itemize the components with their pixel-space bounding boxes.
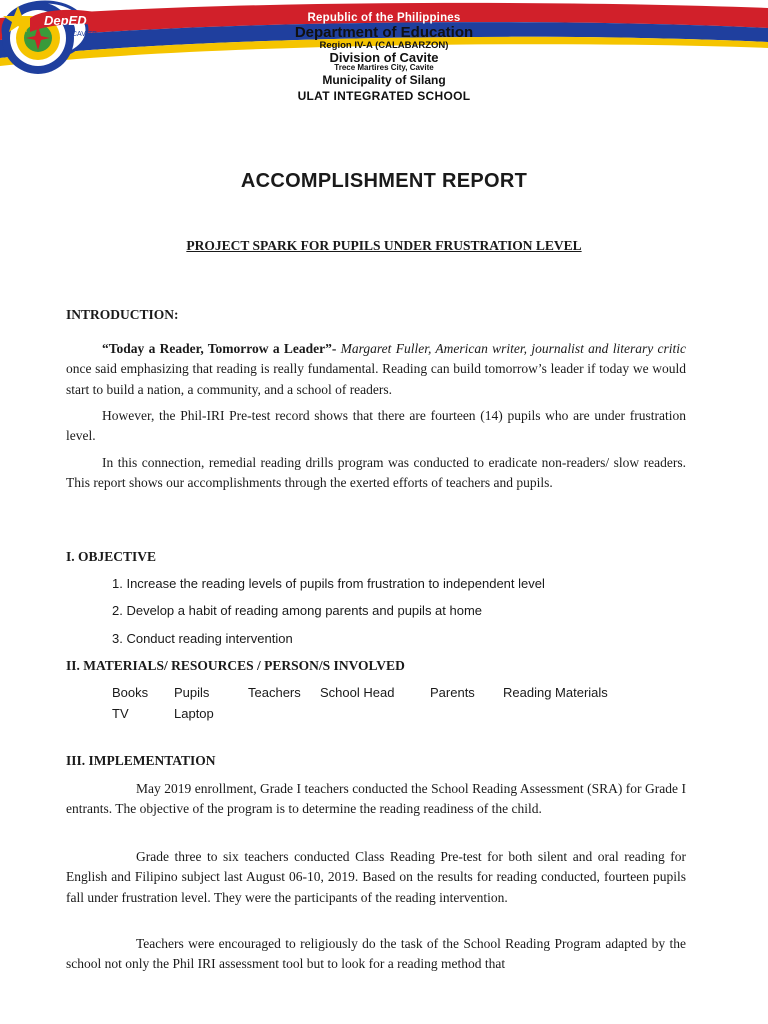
objective-item: 2. Develop a habit of reading among parents and pupils at home [112,603,483,618]
implementation-paragraph-3: Teachers were encouraged to religiously do the task of the School Reading Program adapted by the school not only the Phil IRI assessment tool but to look for a reading method that [66,936,686,972]
header-city: Trece Martires City, Cavite [334,63,434,72]
introduction-paragraph-2: However, the Phil-IRI Pre-test record shows that there are fourteen (14) pupils who are under frustration level. [66,408,686,444]
implementation-heading: III. IMPLEMENTATION [66,753,216,768]
quote-attribution: Margaret Fuller, American writer, journalist and literary critic [336,341,686,356]
material-item: Books [112,685,149,700]
header-school: ULAT INTEGRATED SCHOOL [297,89,471,103]
introduction-paragraph-1-text: once said emphasizing that reading is really fundamental. Reading can build tomorrow’s leader if today we would start to build a nation, a community, and a school of readers. [66,361,686,397]
material-item: Parents [430,685,475,700]
materials-heading: II. MATERIALS/ RESOURCES / PERSON/S INVOLVED [66,658,405,673]
quote-text: “Today a Reader, Tomorrow a Leader”- [102,341,337,356]
material-item: TV [112,706,129,721]
header-republic: Republic of the Philippines [307,12,461,24]
svg-text:DepED: DepED [44,13,87,28]
letterhead-banner [0,0,768,110]
introduction-paragraph-3: In this connection, remedial reading drills program was conducted to eradicate non-readers/ slow readers. This report shows our accomplishments through the exerted efforts of teachers and pupils. [66,455,686,491]
document-subtitle: PROJECT SPARK FOR PUPILS UNDER FRUSTRATION LEVEL [186,238,582,253]
header-department: Department of Education [294,24,474,41]
header-region: Region IV-A (CALABARZON) [319,40,449,51]
document-title: ACCOMPLISHMENT REPORT [240,170,528,192]
material-item: Pupils [174,685,210,700]
introduction-heading: INTRODUCTION: [66,307,179,322]
material-item: Teachers [248,685,301,700]
svg-text:CAVITE: CAVITE [72,31,97,38]
objective-item: 1. Increase the reading levels of pupils from frustration to independent level [112,576,545,591]
header-division: Division of Cavite [329,50,439,65]
objective-item: 3. Conduct reading intervention [112,631,293,646]
objective-heading: I. OBJECTIVE [66,549,157,564]
material-item: Laptop [174,706,214,721]
material-item: School Head [320,685,395,700]
implementation-paragraph-1: May 2019 enrollment, Grade I teachers conducted the School Reading Assessment (SRA) for Grade I entrants. The objective of the program is to determine the reading readiness of the child. [66,781,686,817]
material-item: Reading Materials [503,685,608,700]
header-municipality: Municipality of Silang [322,73,446,87]
implementation-paragraph-2: Grade three to six teachers conducted Class Reading Pre-test for both silent and oral reading for English and Filipino subject last August 06-10, 2019. Based on the results for reading conducted, fourteen pupils fall under frustration level. They were the participants of the reading intervention. [66,849,686,905]
introduction-paragraph-1 [66,339,686,400]
